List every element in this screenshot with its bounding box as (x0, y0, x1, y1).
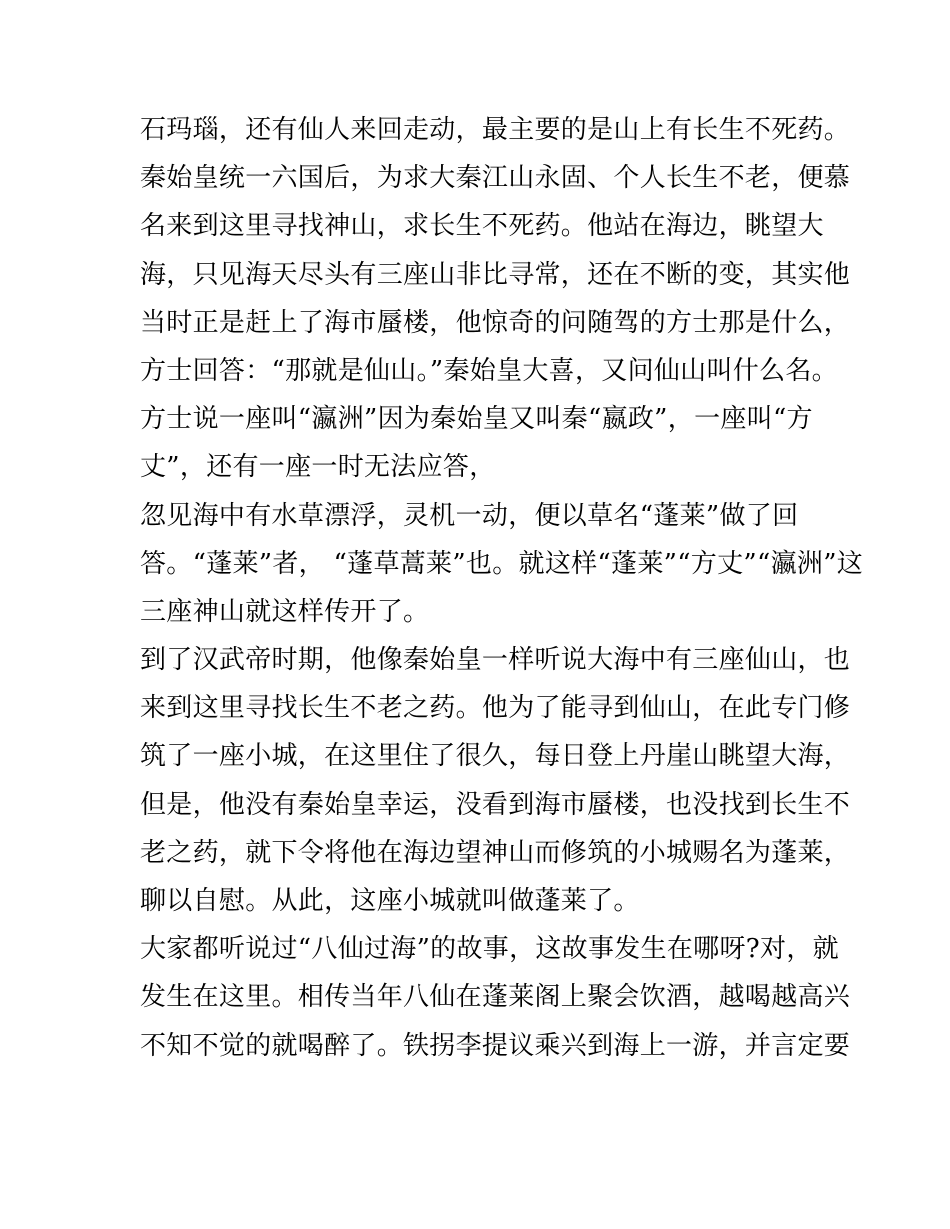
text-line: 当时正是赶上了海市蜃楼，他惊奇的问随驾的方士那是什么， (140, 307, 851, 338)
text-line: 三座神山就这样传开了。 (140, 596, 430, 627)
text-line: 但是，他没有秦始皇幸运，没看到海市蜃楼，也没找到长生不 (140, 789, 851, 820)
text-line: 海，只见海天尽头有三座山非比寻常，还在不断的变，其实他 (140, 259, 851, 290)
text-line: 丈”，还有一座一时无法应答， (140, 452, 496, 483)
text-line: 答。“蓬莱”者， “蓬草蒿莱”也。就这样“蓬莱”“方丈”“瀛洲”这 (140, 548, 864, 579)
text-line: 聊以自慰。从此，这座小城就叫做蓬莱了。 (140, 886, 640, 916)
text-line: 忽见海中有水草漂浮，灵机一动，便以草名“蓬莱”做了回 (140, 500, 799, 531)
text-line: 大家都听说过“八仙过海”的故事，这故事发生在哪呀?对，就 (140, 934, 839, 965)
text-line: 不知不觉的就喝醉了。铁拐李提议乘兴到海上一游，并言定要 (140, 1030, 851, 1061)
text-line: 老之药，就下令将他在海边望神山而修筑的小城赐名为蓬莱， (140, 837, 851, 868)
text-line: 方士说一座叫“瀛洲”因为秦始皇又叫秦“嬴政”，一座叫“方 (140, 404, 813, 435)
text-line: 方士回答：“那就是仙山。”秦始皇大喜，又问仙山叫什么名。 (140, 355, 838, 386)
text-line: 石玛瑙，还有仙人来回走动，最主要的是山上有长生不死药。 (140, 115, 851, 145)
text-line: 到了汉武帝时期，他像秦始皇一样听说大海中有三座仙山，也 (140, 645, 851, 676)
text-line: 发生在这里。相传当年八仙在蓬莱阁上聚会饮酒，越喝越高兴 (140, 982, 851, 1013)
document-body (140, 106, 864, 1070)
text-line: 来到这里寻找长生不老之药。他为了能寻到仙山，在此专门修 (140, 693, 851, 724)
text-line: 筑了一座小城，在这里住了很久，每日登上丹崖山眺望大海， (140, 741, 851, 772)
text-line: 名来到这里寻找神山，求长生不死药。他站在海边，眺望大 (140, 211, 824, 242)
text-line: 秦始皇统一六国后，为求大秦江山永固、个人长生不老，便慕 (140, 163, 851, 194)
